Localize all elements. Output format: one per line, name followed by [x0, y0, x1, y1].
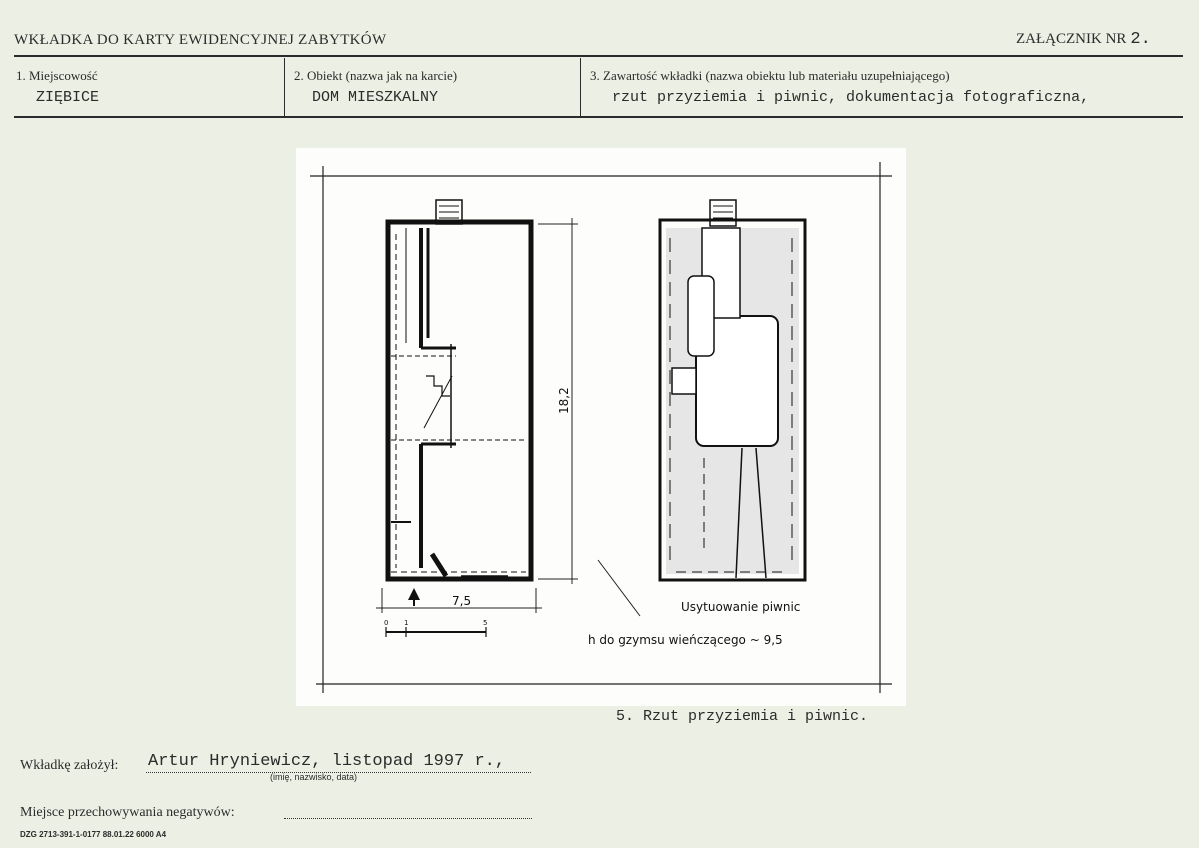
length-dimension: 18,2 [557, 387, 571, 414]
annex-label-text: ZAŁĄCZNIK NR [1016, 31, 1127, 47]
scale-tick-5: 5 [483, 619, 488, 627]
drawing-caption: 5. Rzut przyziemia i piwnic. [616, 708, 869, 725]
annex-label [1016, 30, 1151, 49]
scale-tick-1: 1 [404, 619, 409, 627]
contents-value: rzut przyziemia i piwnic, dokumentacja fotograficzna, [612, 89, 1090, 106]
storage-dotted-line [284, 818, 532, 819]
field-divider-1 [284, 58, 285, 116]
scale-tick-0: 0 [384, 619, 389, 627]
cellar-plan [660, 200, 805, 580]
object-value: DOM MIESZKALNY [312, 89, 439, 106]
scale-bar [384, 619, 487, 637]
storage-label: Miejsce przechowywania negatywów: [20, 805, 235, 820]
header-rule [14, 55, 1183, 57]
floor-plan-drawing [296, 148, 906, 706]
author-label: Wkładkę założył: [20, 758, 119, 773]
form-title: WKŁADKA DO KARTY EWIDENCYJNEJ ZABYTKÓW [14, 32, 387, 48]
cellar-note: Usytuowanie piwnic [681, 600, 801, 614]
entrance-arrow-icon [408, 588, 420, 600]
author-value: Artur Hryniewicz, listopad 1997 r., [148, 752, 506, 771]
height-note: h do gzymsu wieńczącego ~ 9,5 [588, 633, 783, 647]
floor-plan-svg [296, 148, 906, 706]
width-dimension: 7,5 [452, 594, 472, 608]
field-divider-2 [580, 58, 581, 116]
ground-floor-plan [388, 200, 531, 579]
locality-label: 1. Miejscowość [16, 68, 98, 83]
print-code: DZG 2713-391-1-0177 88.01.22 6000 A4 [20, 830, 167, 839]
contents-label: 3. Zawartość wkładki (nazwa obiektu lub materiału uzupełniającego) [590, 68, 950, 83]
author-hint: (imię, nazwisko, data) [270, 772, 358, 782]
fields-rule [14, 116, 1183, 118]
locality-value: ZIĘBICE [36, 89, 100, 106]
annex-number: 2. [1130, 30, 1151, 49]
object-label: 2. Obiekt (nazwa jak na karcie) [294, 68, 458, 83]
